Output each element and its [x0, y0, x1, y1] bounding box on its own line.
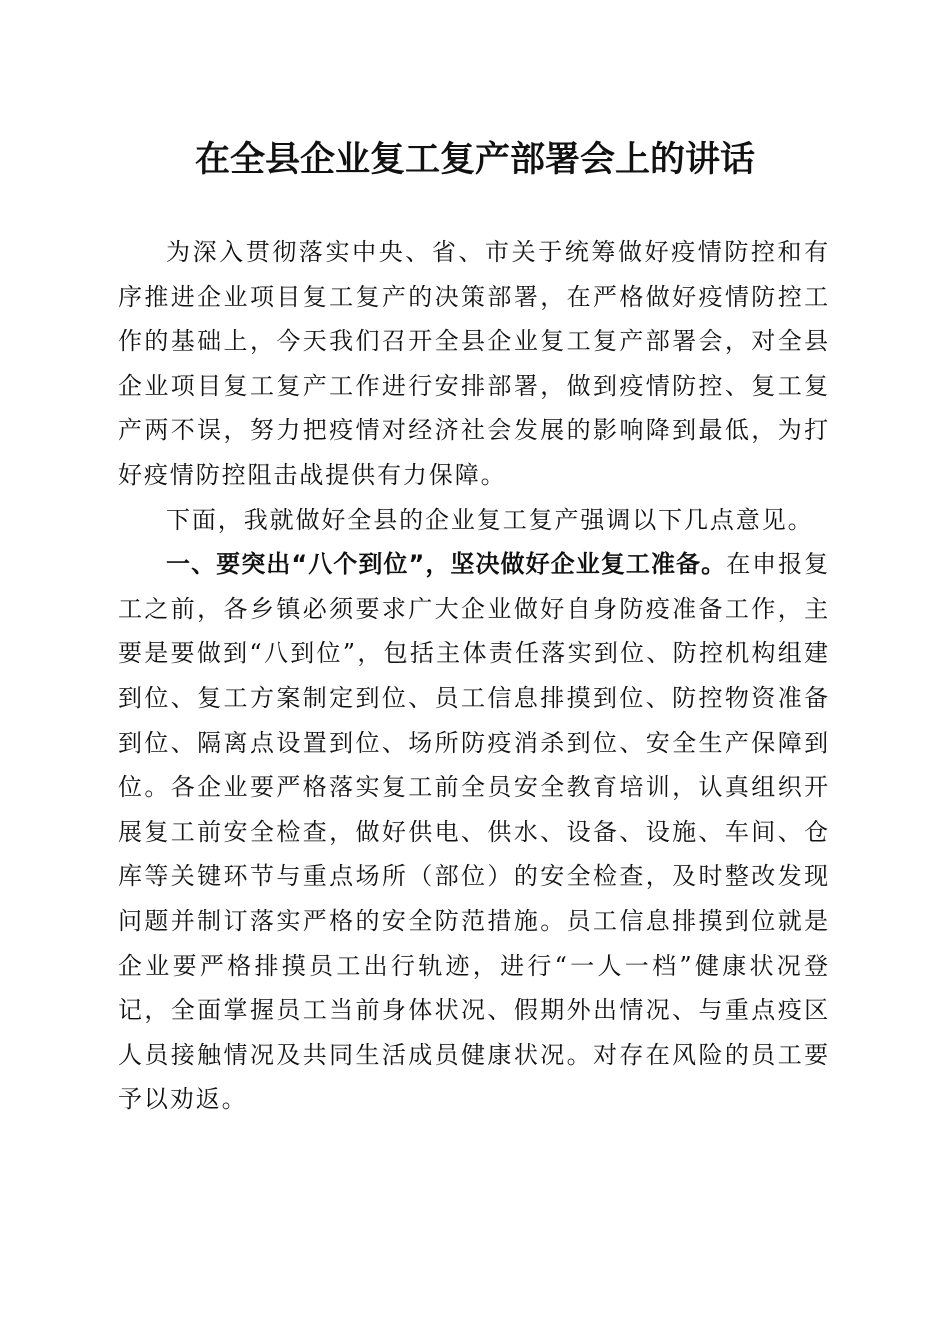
section-one-text: 在申报复工之前，各乡镇必须要求广大企业做好自身防疫准备工作，主要是要做到“八到位”，包括主体责任落实到位、防控机构组建到位、复工方案制定到位、员工信息排摸到位、防控物资准备到位、隔离点设置到位、场所防疫消杀到位、安全生产保障到位。各企业要严格落实复工前全员安全教育培训，认真组织开展复工前安全检查，做好供电、供水、设备、设施、车间、仓库等关键环节与重点场所（部位）的安全检查，及时整改发现问题并制订落实严格的安全防范措施。员工信息排摸到位就是企业要严格排摸员工出行轨迹，进行“一人一档”健康状况登记，全面掌握员工当前身体状况、假期外出情况、与重点疫区人员接触情况及共同生活成员健康状况。对存在风险的员工要予以劝返。: [118, 550, 831, 1114]
section-one-heading: 一、要突出“八个到位”，坚决做好企业复工准备。: [166, 550, 727, 579]
document-body: [118, 230, 830, 1122]
paragraph-section-one: [118, 542, 830, 1122]
paragraph-transition: 下面，我就做好全县的企业复工复产强调以下几点意见。: [166, 505, 814, 534]
document-title: 在全县企业复工复产部署会上的讲话: [194, 139, 755, 180]
paragraph-intro: 为深入贯彻落实中央、省、市关于统筹做好疫情防控和有序推进企业项目复工复产的决策部署，在严格做好疫情防控工作的基础上，今天我们召开全县企业复工复产部署会，对全县企业项目复工复产工作进行安排部署，做到疫情防控、复工复产两不误，努力把疫情对经济社会发展的影响降到最低，为打好疫情防控阻击战提供有力保障。: [118, 238, 830, 489]
